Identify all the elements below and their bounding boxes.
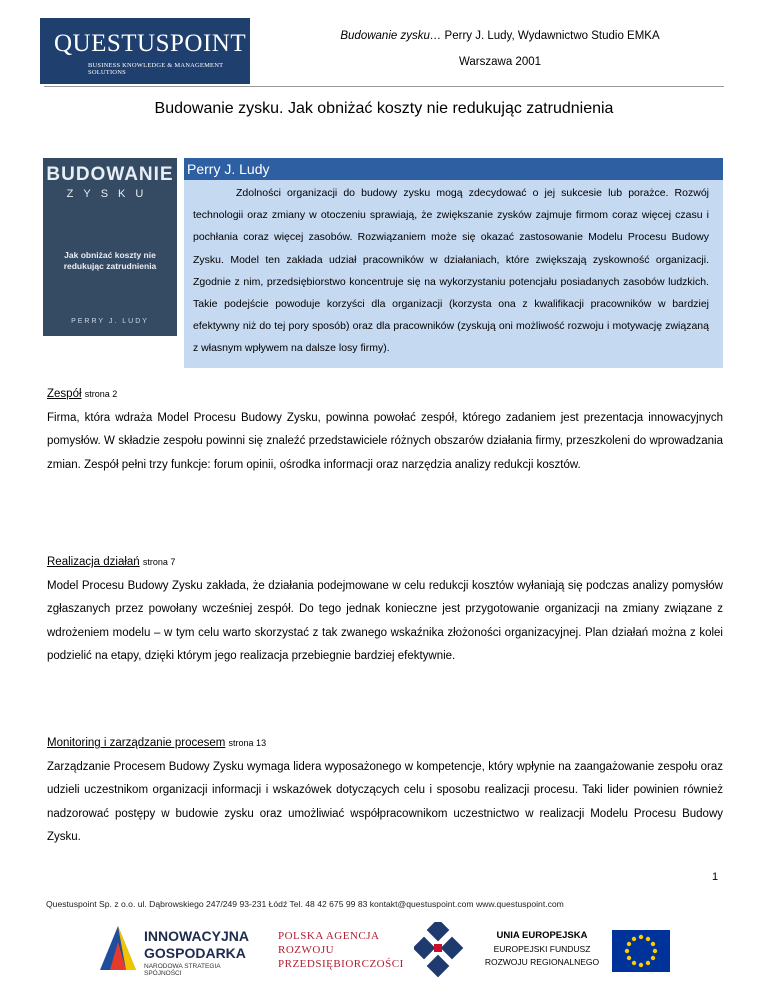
ig-emblem-icon: [96, 922, 140, 974]
book-cover-subtitle: Jak obniżać koszty nie redukując zatrudnienia: [63, 250, 157, 271]
section-body: Model Procesu Budowy Zysku zakłada, że działania podejmowane w celu redukcji kosztów wyłaniają się podczas analizy pomysłów zgłaszanych przez powołany wcześniej zespół. Do tego jednak konieczne jest przygotowanie organizacji na zmiany związane z wdrożeniem modelu – w tym celu warto skorzystać z tak zwanego wskaźnika złożoności organizacyjnej. Plan działań można z kolei podzielić na etapy, dzięki którym jego realizacja przebiegnie bardziej efektywnie.: [47, 580, 723, 663]
parp-logo: [278, 918, 408, 984]
book-cover-title: BUDOWANIE: [46, 164, 174, 185]
eu-line2: EUROPEJSKI FUNDUSZ: [493, 944, 591, 954]
section-heading: [47, 737, 266, 749]
section-body: Firma, która wdraża Model Procesu Budowy Zysku, powinna powołać zespół, którego zadaniem jest prezentacja innowacyjnych pomysłów. W składzie zespołu powinni się znaleźć przedstawiciele różnych obszarów działania firmy, przeszkoleni do wprowadzania zmian. Zespół pełni trzy funkcje: forum opinii, ośrodka informacji oraz narzędzia analizy redukcji kosztów.: [47, 412, 723, 471]
footer-contact: Questuspoint Sp. z o.o. ul. Dąbrowskiego 247/249 93-231 Łódź Tel. 48 42 675 99 83 kontakt@questuspoint.com www.questuspoint.com: [46, 899, 564, 909]
logo-tagline: BUSINESS KNOWLEDGE & MANAGEMENT SOLUTIONS: [88, 62, 224, 76]
section-heading-text: Zespół: [47, 388, 82, 400]
ig-line1: INNOWACYJNA: [144, 928, 250, 944]
summary-author: Perry J. Ludy: [184, 158, 723, 180]
section-heading: [47, 556, 175, 568]
header-place-year: Warszawa 2001: [458, 56, 542, 68]
section-body: Zarządzanie Procesem Budowy Zysku wymaga lidera wyposażonego w kompetencje, który wpłynie na zaangażowanie zespołu oraz udzieli uczestnikom organizacji informacji i wskazówek dotyczących celu i sposobu realizacji procesu. Taki lider powinien również nadzorować postępy w budowie zysku oraz umożliwiać współpracownikom uczestnictwo w realizacji Modelu Procesu Budowy Zysku.: [47, 761, 723, 844]
book-cover-title-2: ZYSKU: [66, 188, 154, 200]
summary-box: [184, 158, 723, 368]
eu-line1: UNIA EUROPEJSKA: [496, 930, 588, 941]
section-heading-text: Monitoring i zarządzanie procesem: [47, 737, 226, 749]
header-book-author-publisher: Perry J. Ludy, Wydawnictwo Studio EMKA: [441, 30, 660, 42]
eu-text-logo: [477, 918, 617, 984]
section-page-ref: strona 7: [142, 557, 176, 567]
section-page-ref: strona 13: [228, 738, 267, 748]
section-heading: [47, 388, 117, 400]
questuspoint-logo: [40, 18, 250, 84]
header-divider: [44, 86, 724, 87]
parp-line2: ROZWOJU: [278, 944, 335, 956]
book-cover-author: PERRY J. LUDY: [71, 318, 149, 325]
summary-text: Zdolności organizacji do budowy zysku mogą zdecydować o jej sukcesie lub porażce. Rozwój technologii oraz zmiany w otoczeniu sprawiają, że zwiększanie zysków zajmuje firmom coraz więcej czasu i pochłania coraz więcej zasobów. Rozwiązaniem może się okazać zastosowanie Modelu Procesu Budowy Zysku. Model ten zakłada udział pracowników w działaniach, które zwiększają zyskowność organizacji. Zgodnie z nim, przedsiębiorstwo koncentruje się na wykorzystaniu potencjału posiadanych zasobów ludzkich. Takie podejście powoduje korzyści dla organizacji (korzysta ona z kwalifikacji pracowników w bardziej efektywny niż do tej pory sposób) oraz dla pracowników (zyskują oni możliwość rozwoju i motywację związaną z własnym wpływem na dalsze losy firmy).: [193, 187, 709, 355]
logo-text: QUESTUSPOINT: [54, 30, 247, 57]
section-page-ref: strona 2: [84, 389, 118, 399]
parp-line1: POLSKA AGENCJA: [278, 930, 380, 942]
book-cover-image: [43, 158, 177, 336]
eu-flag-icon: [612, 918, 672, 984]
header-book-title: Budowanie zysku…: [340, 30, 442, 42]
header-source-line: [300, 30, 700, 42]
section-heading-text: Realizacja działań: [47, 556, 140, 568]
ig-line2: GOSPODARKA: [144, 945, 246, 961]
ig-line3: NARODOWA STRATEGIA SPÓJNOŚCI: [144, 963, 221, 977]
parp-line3: PRZEDSIĘBIORCZOŚCI: [278, 958, 404, 970]
document-title: Budowanie zysku. Jak obniżać koszty nie redukując zatrudnienia: [154, 100, 614, 117]
page-number: 1: [712, 871, 719, 883]
innowacyjna-gospodarka-logo: [96, 918, 256, 984]
eu-line3: ROZWOJU REGIONALNEGO: [484, 957, 600, 967]
parp-emblem-icon: [414, 918, 464, 984]
